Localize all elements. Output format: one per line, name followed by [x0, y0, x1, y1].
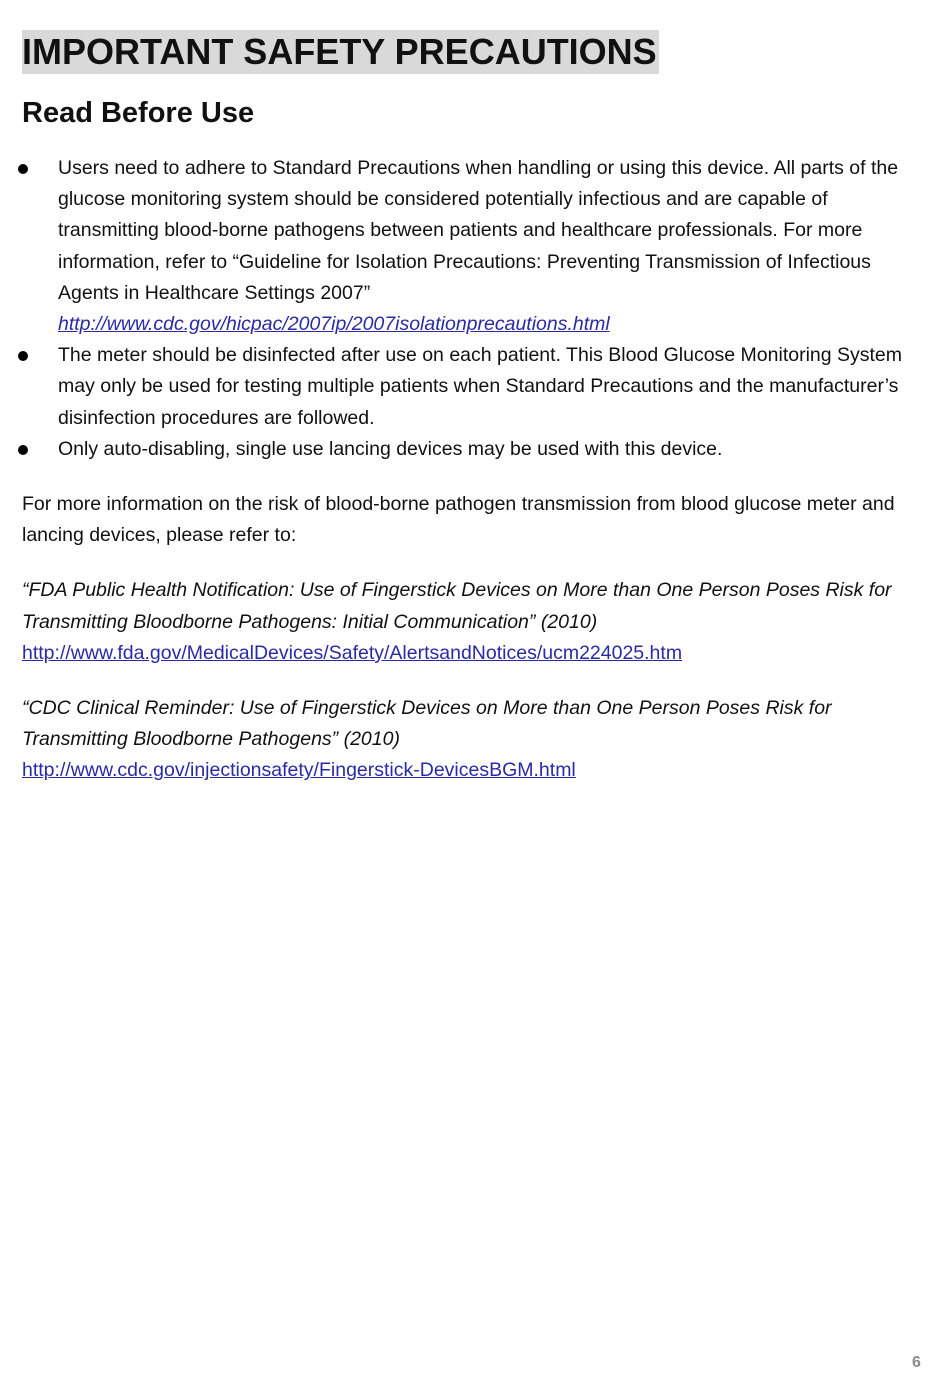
reference-cdc [22, 693, 927, 787]
page-subtitle: Read Before Use [22, 97, 255, 129]
reference-title: “FDA Public Health Notification: Use of Fingerstick Devices on More than One Person Poses Risk for Transmitting Bloodborne Pathogens: Initial Communication” (2010) [22, 579, 892, 633]
page-title: IMPORTANT SAFETY PRECAUTIONS [22, 31, 657, 72]
document-page [22, 30, 927, 787]
list-item-text: Only auto-disabling, single use lancing devices may be used with this device. [58, 437, 723, 460]
list-item [22, 340, 927, 434]
list-item [22, 434, 927, 465]
reference-fda [22, 575, 927, 669]
page-number: 6 [912, 1354, 921, 1371]
list-item [22, 153, 927, 340]
bullet-icon [18, 164, 28, 174]
cdc-reminder-link[interactable]: http://www.cdc.gov/injectionsafety/Fingerstick-DevicesBGM.html [22, 759, 576, 782]
bullet-icon [18, 445, 28, 455]
more-info-paragraph: For more information on the risk of blood-borne pathogen transmission from blood glucose meter and lancing devices, please refer to: [22, 493, 895, 547]
list-item-text: The meter should be disinfected after use on each patient. This Blood Glucose Monitoring System may only be used for testing multiple patients when Standard Precautions and the manufacturer’s disinfection procedures are followed. [58, 344, 903, 429]
precautions-list [22, 153, 927, 465]
reference-title: “CDC Clinical Reminder: Use of Fingerstick Devices on More than One Person Poses Risk for Transmitting Bloodborne Pathogens” (2010) [22, 697, 832, 751]
cdc-guideline-link[interactable]: http://www.cdc.gov/hicpac/2007ip/2007isolationprecautions.html [58, 313, 610, 336]
bullet-icon [18, 351, 28, 361]
fda-notification-link[interactable]: http://www.fda.gov/MedicalDevices/Safety/AlertsandNotices/ucm224025.htm [22, 641, 683, 664]
list-item-text: Users need to adhere to Standard Precautions when handling or using this device. All parts of the glucose monitoring system should be considered potentially infectious and are capable of transmitting blood-borne pathogens between patients and healthcare professionals. For more information, refer to “Guideline for Isolation Precautions: Preventing Transmission of Infectious Agents in Healthcare Settings 2007” [58, 157, 899, 304]
